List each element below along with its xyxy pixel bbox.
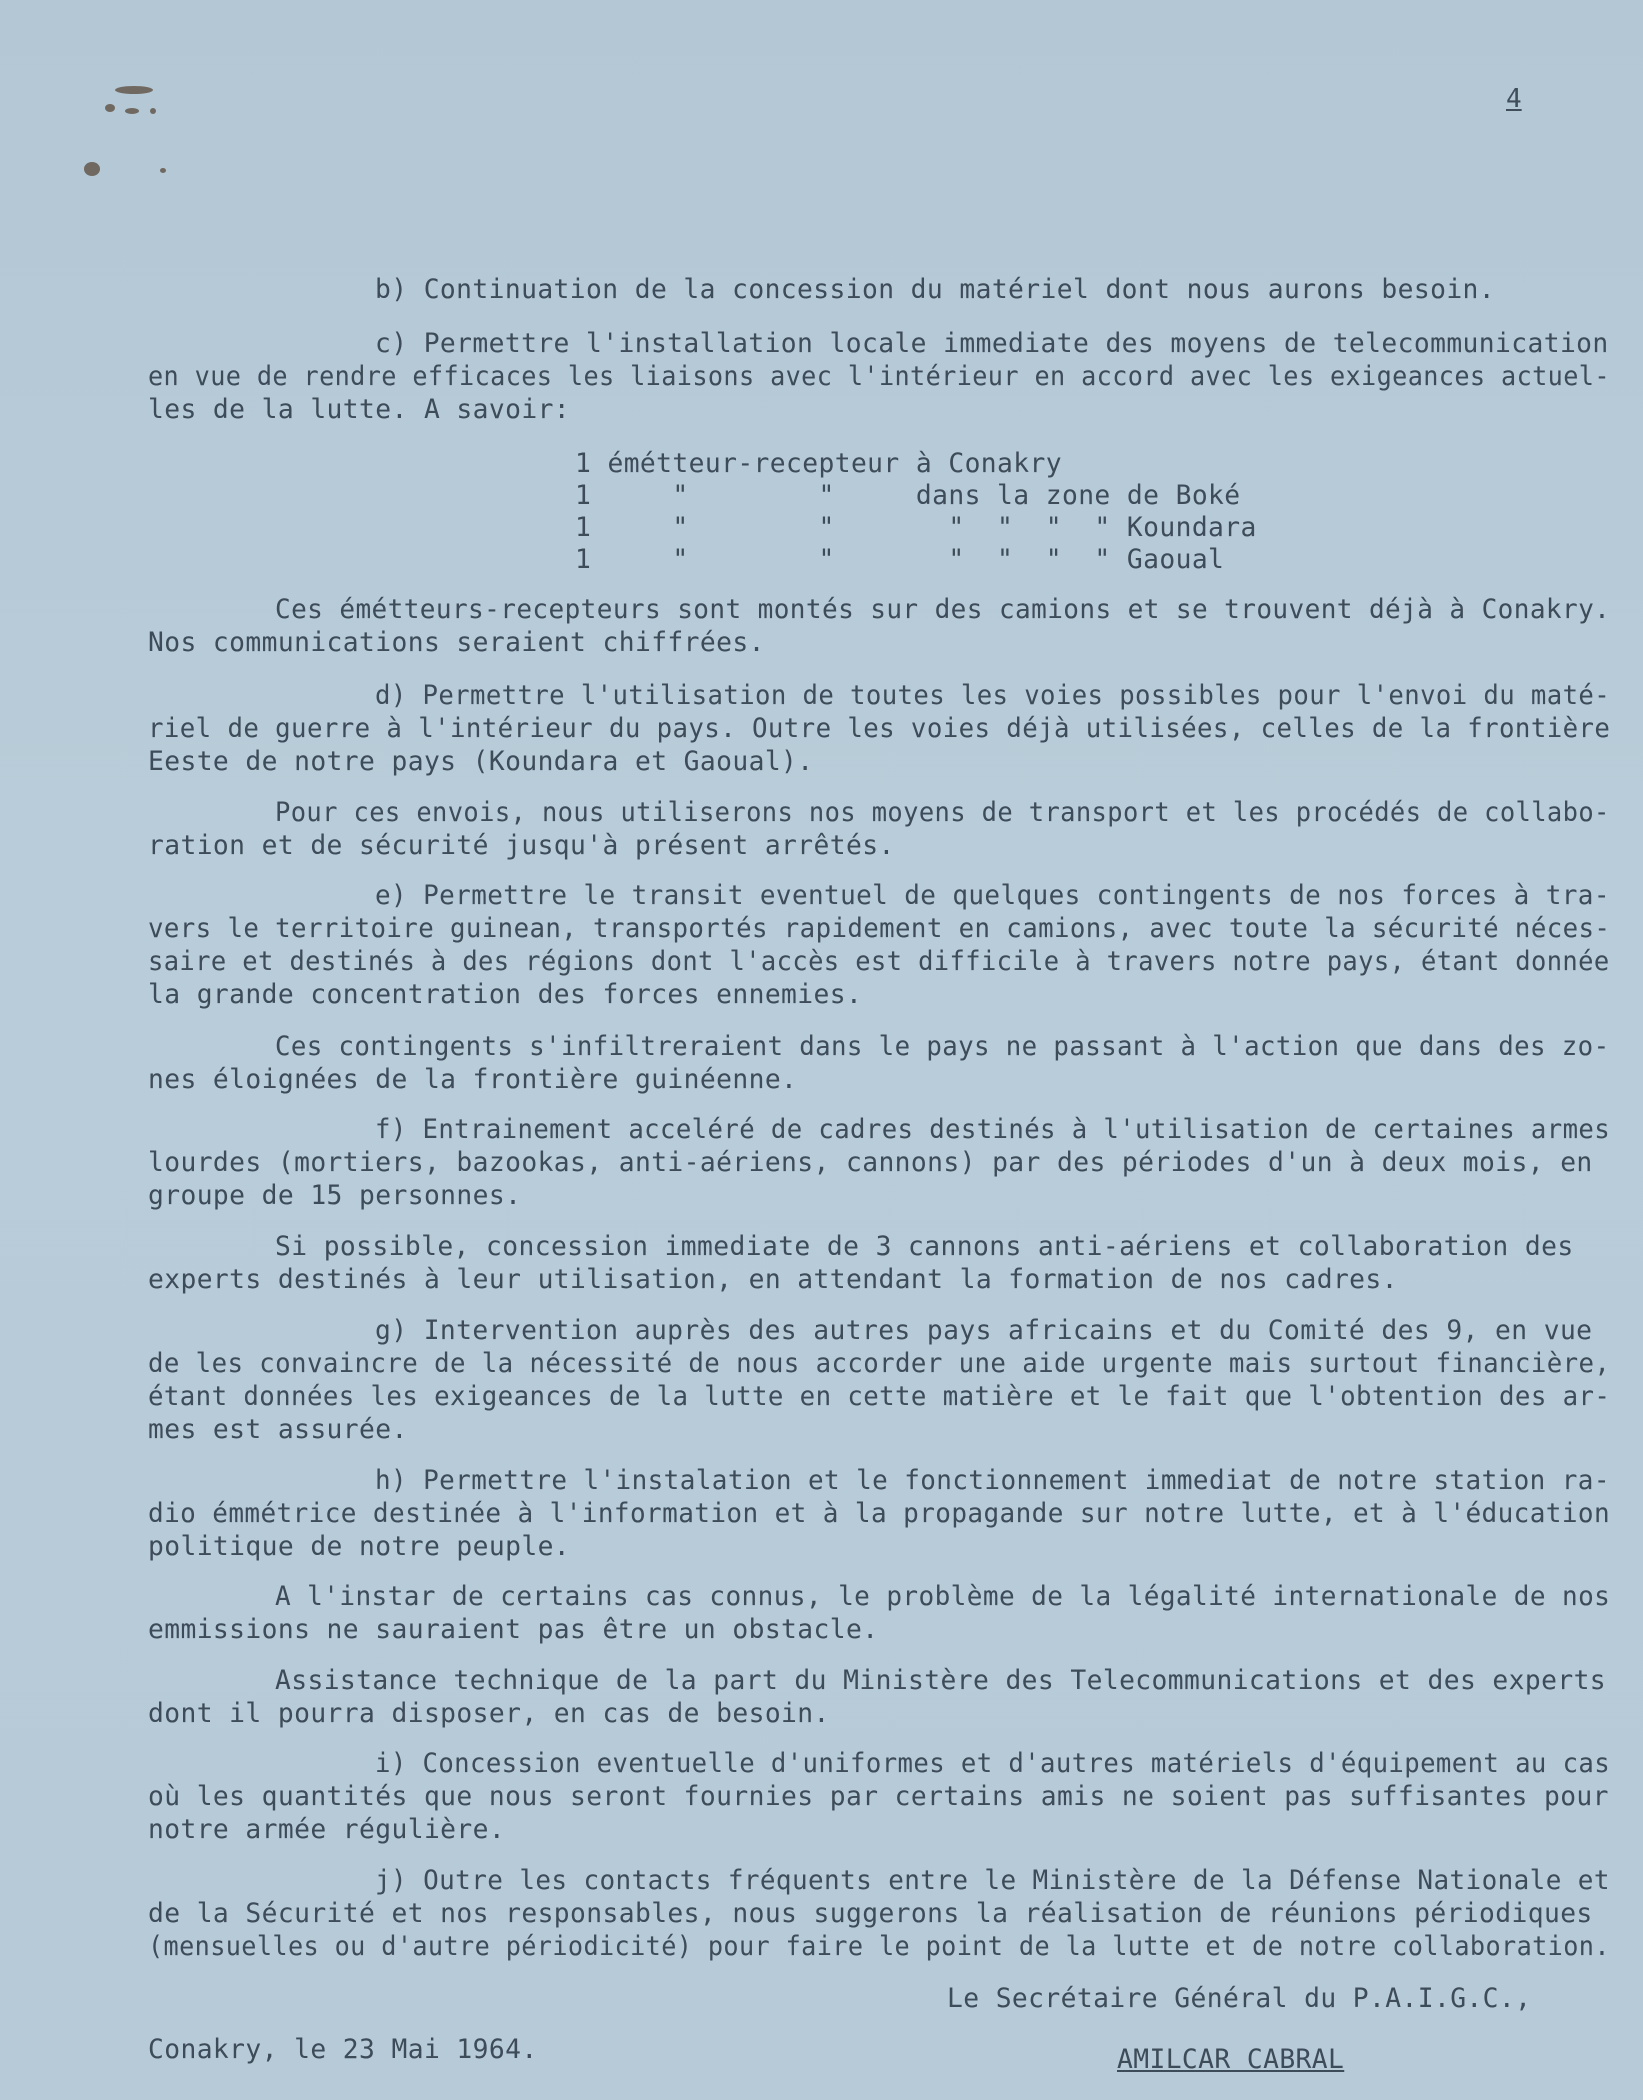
text-line: A l'instar de certains cas connus, le problème de la légalité internationale de nos [275, 1582, 1611, 1612]
transmitter-line: 1 " " " " " " Koundara [575, 513, 1257, 543]
transmitter-line: 1 émétteur-recepteur à Conakry [575, 449, 1062, 479]
text-line: f) Entrainement acceléré de cadres destinés à l'utilisation de certaines armes [375, 1115, 1611, 1145]
ink-stain [160, 168, 166, 173]
text-line: Eeste de notre pays (Koundara et Gaoual). [148, 747, 814, 777]
text-line: ration et de sécurité jusqu'à présent arrêtés. [148, 831, 895, 861]
text-line: notre armée régulière. [148, 1815, 506, 1845]
text-line: politique de notre peuple. [148, 1532, 571, 1562]
text-line: de les convaincre de la nécessité de nous accorder une aide urgente mais surtout financière, [148, 1349, 1611, 1379]
text-line: b) Continuation de la concession du matériel dont nous aurons besoin. [375, 275, 1496, 305]
transmitter-line: 1 " " " " " " Gaoual [575, 545, 1225, 575]
ink-stain [84, 162, 100, 176]
place-date: Conakry, le 23 Mai 1964. [148, 2035, 538, 2065]
signatory-title: Le Secrétaire Général du P.A.I.G.C., [947, 1984, 1532, 2014]
text-line: de la Sécurité et nos responsables, nous suggerons la réalisation de réunions périodiques [148, 1899, 1593, 1929]
text-line: riel de guerre à l'intérieur du pays. Outre les voies déjà utilisées, celles de la frontière [148, 714, 1611, 744]
ink-stain [125, 108, 139, 114]
text-line: d) Permettre l'utilisation de toutes les voies possibles pour l'envoi du maté- [375, 681, 1611, 711]
text-line: Assistance technique de la part du Ministère des Telecommunications et des experts [275, 1666, 1607, 1696]
transmitter-line: 1 " " dans la zone de Boké [575, 481, 1241, 511]
text-line: où les quantités que nous seront fournies par certains amis ne soient pas suffisantes pour [148, 1782, 1609, 1812]
text-line: j) Outre les contacts fréquents entre le Ministère de la Défense Nationale et [375, 1866, 1610, 1896]
text-line: dio émmétrice destinée à l'information et à la propagande sur notre lutte, et à l'éducation [148, 1499, 1611, 1529]
text-line: en vue de rendre efficaces les liaisons avec l'intérieur en accord avec les exigeances actuel- [148, 362, 1610, 392]
text-line: (mensuelles ou d'autre périodicité) pour faire le point de la lutte et de notre collaboration. [148, 1932, 1610, 1962]
text-line: h) Permettre l'instalation et le fonctionnement immediat de notre station ra- [375, 1466, 1610, 1496]
text-line: dont il pourra disposer, en cas de besoin. [148, 1699, 830, 1729]
text-line: Si possible, concession immediate de 3 cannons anti-aériens et collaboration des [275, 1232, 1574, 1262]
text-line: saire et destinés à des régions dont l'accès est difficile à travers notre pays, étant donnée [148, 947, 1610, 977]
text-line: lourdes (mortiers, bazookas, anti-aériens, cannons) par des périodes d'un à deux mois, en [148, 1148, 1593, 1178]
text-line: emmissions ne sauraient pas être un obstacle. [148, 1615, 879, 1645]
text-line: Ces émétteurs-recepteurs sont montés sur des camions et se trouvent déjà à Conakry. [275, 595, 1611, 625]
text-line: la grande concentration des forces ennemies. [148, 980, 863, 1010]
text-line: mes est assurée. [148, 1415, 408, 1445]
page-number: 4 [1506, 84, 1522, 114]
text-line: Nos communications seraient chiffrées. [148, 628, 765, 658]
text-line: nes éloignées de la frontière guinéenne. [148, 1065, 798, 1095]
text-line: i) Concession eventuelle d'uniformes et d'autres matériels d'équipement au cas [375, 1749, 1611, 1779]
ink-stain [115, 86, 153, 94]
text-line: étant données les exigeances de la lutte en cette matière et le fait que l'obtention des ar- [148, 1382, 1611, 1412]
ink-stain [150, 108, 156, 114]
text-line: vers le territoire guinean, transportés rapidement en camions, avec toute la sécurité néces- [148, 914, 1611, 944]
text-line: Ces contingents s'infiltreraient dans le pays ne passant à l'action que dans des zo- [275, 1032, 1610, 1062]
text-line: experts destinés à leur utilisation, en attendant la formation de nos cadres. [148, 1265, 1398, 1295]
signature-name: AMILCAR CABRAL [1117, 2045, 1345, 2075]
text-line: groupe de 15 personnes. [148, 1181, 522, 1211]
text-line: les de la lutte. A savoir: [148, 395, 571, 425]
text-line: g) Intervention auprès des autres pays africains et du Comité des 9, en vue [375, 1316, 1593, 1346]
text-line: Pour ces envois, nous utiliserons nos moyens de transport et les procédés de collabo- [275, 798, 1610, 828]
text-line: e) Permettre le transit eventuel de quelques contingents de nos forces à tra- [375, 881, 1610, 911]
ink-stain [105, 104, 115, 112]
text-line: c) Permettre l'installation locale immediate des moyens de telecommunication [375, 329, 1609, 359]
